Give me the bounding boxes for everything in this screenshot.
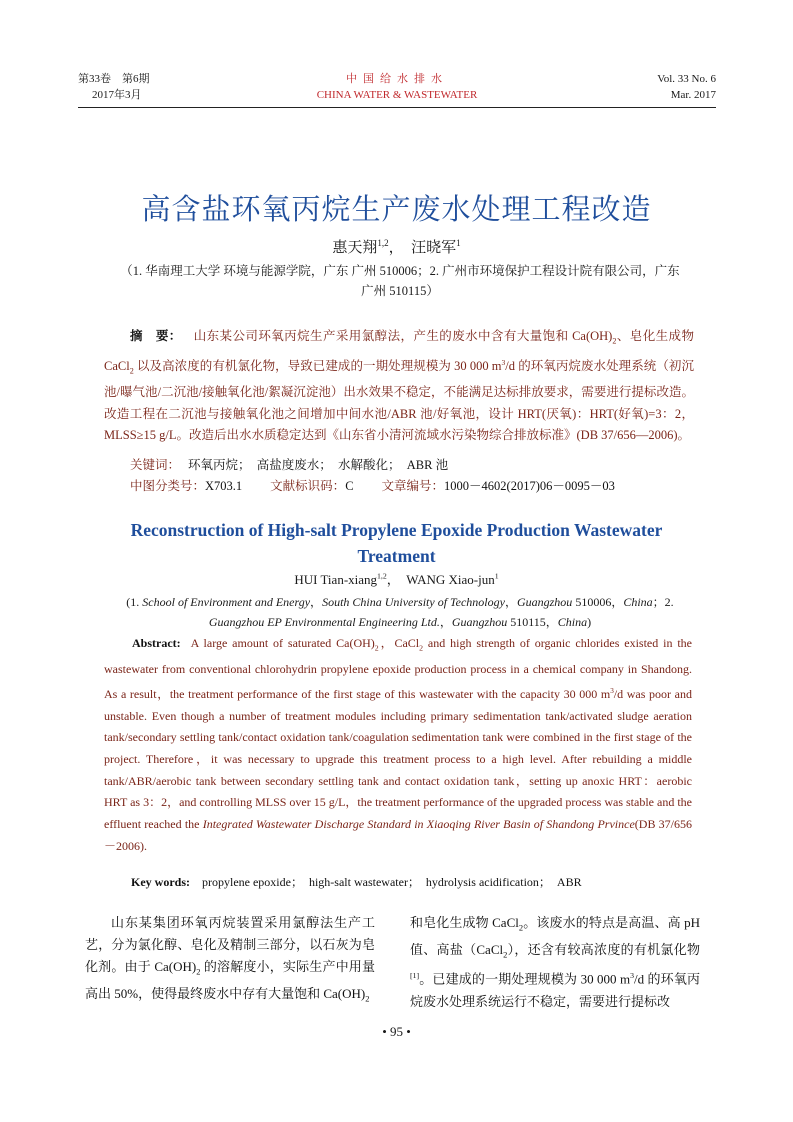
volume-issue-cn: 第33卷 第6期 — [78, 73, 150, 85]
body-column-right — [410, 912, 700, 1013]
subscript: 2 — [374, 643, 379, 653]
article-number-value: 1000－4602(2017)06－0095－03 — [444, 479, 615, 493]
aff-text: Guangzhou EP Environmental Engineering Ltd. — [208, 615, 440, 629]
date-en: Mar. 2017 — [670, 89, 716, 101]
author-affil-mark: 1 — [456, 238, 461, 248]
superscript: 3 — [630, 971, 634, 981]
aff-text: School of Environment and Energy — [142, 595, 311, 609]
aff-text: Guangzhou — [516, 595, 573, 609]
subscript: 2 — [419, 643, 424, 653]
abstract-text: 山东某公司环氧丙烷生产采用氯醇法，产生的废水中含有大量饱和 Ca(OH) — [193, 329, 613, 343]
aff-text: ；2. — [652, 595, 674, 609]
keywords-label-en: Key words: — [131, 875, 190, 889]
aff-text: Guangzhou — [451, 615, 508, 629]
abstract-text: /d was poor and unstable. Even though a number of treatment modules including primary sedimentation tank/activated sludge aeration tank/secondary settling tank/contact oxidation tank/coagulation sedimentation tank were combined in the first stage of the project. Therefore，it was necessary to upgrade this treatment process to a high level. After rebuilding a middle tank/ABR/aerobic tank between secondary settling tank and contact oxidation tank，setting up anoxic HRT：aerobic HRT as 3：2，and controlling MLSS over 15 g/L，the treatment performance of the upgraded process was stable and the effluent reached the — [104, 686, 692, 832]
clc-value: X703.1 — [205, 479, 243, 493]
subscript: 2 — [196, 966, 201, 977]
article-number-label: 文章编号： — [381, 478, 445, 493]
body-text: /d 的环氧丙烷废水处理系统运行不稳定，需要进行提标改 — [410, 971, 700, 1009]
subscript: 2 — [518, 922, 524, 933]
abstract-label-en: Abstract: — [132, 636, 181, 650]
volume-issue-en: Vol. 33 No. 6 — [657, 73, 716, 85]
abstract-text: and high strength of organic chlorides existed in the wastewater from conventional chlorohydrin propylene epoxide production process in a chemical company in Shandong. As a result，the treatment performance of the first stage of this wastewater with the capacity 30 000 m — [104, 636, 692, 701]
author-name: HUI Tian-xiang — [294, 572, 378, 587]
aff-text: China — [623, 595, 653, 609]
aff-text: ， — [504, 595, 517, 609]
aff-text: ) — [587, 615, 592, 629]
journal-name — [78, 71, 716, 103]
abstract-text: 、皂化生成物 CaCl — [104, 329, 694, 374]
body-text: 山东某集团环氧丙烷装置采用氯醇法生产工艺，分为氯化醇、皂化及精制三部分，以石灰为皂化剂。由于 Ca(OH) — [85, 915, 375, 974]
aff-text: South China University of Technology — [322, 595, 505, 609]
authors-cn — [0, 236, 793, 257]
abstract-text: A large amount of saturated Ca(OH) — [190, 636, 375, 650]
abstract-text: (DB 37/656－2006). — [104, 817, 693, 853]
author-affil-mark: 1,2 — [377, 571, 387, 581]
abstract-text: ，CaCl — [378, 636, 420, 650]
keywords-text-en: propylene epoxide； high-salt wastewater； hydrolysis acidification； ABR — [202, 875, 582, 889]
abstract-text: /d 的环氧丙烷废水处理系统（初沉池/曝气池/二沉池/接触氧化池/絮凝沉淀池）出水效果不稳定，不能满足达标排放要求，需要进行提标改造。改造工程在二沉池与接触氧化池之间增加中间水池/ABR 池/好氧池，设计 HRT(厌氧)：HRT(好氧)=3：2，MLSS≥15 g/L。改造后出水水质稳定达到《山东省小清河流域水污染物综合排放标准》(DB 37/656—2006)。 — [104, 359, 694, 443]
paper-title-en: Reconstruction of High-salt Propylene Epoxide Production Wastewater Treatment — [130, 520, 663, 566]
keywords-cn — [130, 455, 448, 473]
superscript: 3 — [610, 686, 614, 695]
doc-code-value: C — [345, 479, 354, 493]
keywords-text-cn: 环氧丙烷； 高盐度废水； 水解酸化； ABR 池 — [188, 458, 449, 472]
body-text: 。已建成的一期处理规模为 30 000 m — [419, 971, 631, 987]
date-cn: 2017年3月 — [92, 89, 142, 101]
aff-text: China — [557, 615, 588, 629]
aff-text: (1. — [126, 595, 143, 609]
body-text: 。该废水的特点是高温、高 pH 值、高盐（CaCl — [410, 915, 700, 957]
keywords-label-cn: 关键词： — [130, 457, 181, 472]
author-affil-mark: 1 — [494, 571, 499, 581]
paper-title-cn: 高含盐环氧丙烷生产废水处理工程改造 — [141, 192, 652, 226]
abstract-label-cn: 摘 要： — [130, 328, 182, 343]
author-separator: ， — [388, 240, 412, 256]
clc-label: 中图分类号： — [130, 478, 206, 493]
citation-ref[interactable]: [1] — [410, 971, 420, 981]
abstract-en — [104, 633, 692, 857]
author-affil-mark: 1,2 — [377, 238, 389, 248]
subscript: 2 — [612, 336, 617, 346]
authors-en — [0, 569, 793, 588]
aff-text: 510115， — [507, 615, 558, 629]
author-name: WANG Xiao-jun — [406, 572, 495, 587]
subscript: 2 — [503, 949, 508, 960]
affiliation-en — [110, 592, 690, 632]
abstract-text: 以及高浓度的有机氯化物，导致已建成的一期处理规模为 30 000 m — [133, 359, 502, 374]
journal-name-en: CHINA WATER & WASTEWATER — [316, 89, 478, 101]
journal-name-cn: 中国给水排水 — [346, 73, 448, 85]
author-name: 惠天翔 — [332, 240, 378, 256]
running-header — [78, 71, 716, 108]
body-column-left — [85, 912, 375, 1009]
standard-title: Integrated Wastewater Discharge Standard in Xiaoqing River Basin of Shandong Prvince — [202, 817, 635, 832]
page-number: • 95 • — [382, 1024, 411, 1039]
author-name: 汪晓军 — [411, 240, 457, 256]
body-text: 的溶解度小，实际生产中用量高出 50%，使得最终废水中存有大量饱和 Ca(OH) — [85, 959, 375, 1001]
aff-text: 510006， — [572, 595, 624, 609]
aff-text: ， — [439, 615, 452, 629]
body-text: 和皂化生成物 CaCl — [410, 915, 519, 930]
abstract-cn — [104, 325, 694, 447]
classification-cn — [130, 476, 690, 494]
subscript: 2 — [129, 366, 134, 376]
author-separator: ， — [386, 572, 407, 587]
affiliation-cn: （1. 华南理工大学 环境与能源学院，广东 广州 510006；2. 广州市环境保护工程设计院有限公司，广东 广州 510115） — [120, 264, 680, 298]
aff-text: ， — [310, 595, 323, 609]
keywords-en — [131, 873, 582, 890]
body-text: ），还含有较高浓度的有机氯化物 — [507, 941, 700, 957]
superscript: 3 — [501, 358, 506, 367]
issue-info-en — [657, 71, 716, 103]
subscript: 2 — [365, 993, 370, 1004]
body-paragraph — [85, 912, 375, 1009]
doc-code-label: 文献标识码： — [270, 478, 346, 493]
